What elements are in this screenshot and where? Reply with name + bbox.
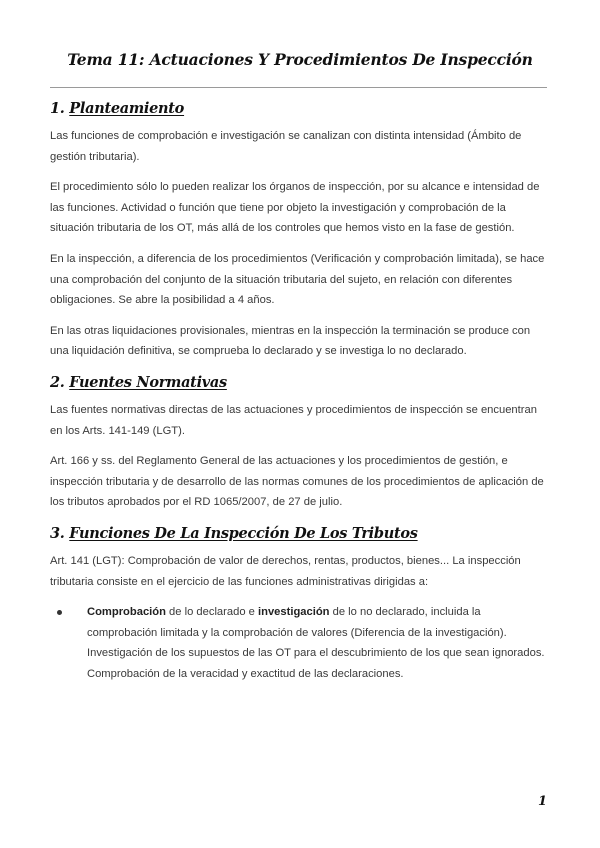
paragraph: El procedimiento sólo lo pueden realizar los órganos de inspección, por su alcance e intensidad de las funciones. Actividad o función que tiene por objeto la investigación y comprobación de la situación tributaria de los OT, más allá de los controles que hemos visto en la fase de gestión. (50, 181, 540, 235)
section-heading (50, 372, 550, 394)
bold-term: investigación (258, 606, 330, 619)
section-fuentes-normativas (50, 372, 550, 513)
document-title: Tema 11: Actuaciones Y Procedimientos De Inspección (67, 50, 533, 69)
section-heading (50, 523, 550, 545)
bullet-list (50, 602, 550, 684)
page-number: 1 (538, 794, 548, 809)
document-body (50, 98, 550, 684)
paragraph: Art. 141 (LGT): Comprobación de valor de derechos, rentas, productos, bienes... La inspección tributaria consiste en el ejercicio de las funciones administrativas dirigidas a: (50, 554, 521, 588)
section-heading (50, 98, 550, 120)
section-number: 2. (50, 373, 65, 391)
paragraph: En las otras liquidaciones provisionales, mientras en la inspección la terminación se produce con una liquidación definitiva, se comprueba lo declarado y se investiga lo no declarado. (50, 324, 531, 358)
list-item (50, 602, 550, 684)
paragraph: Las funciones de comprobación e investigación se canalizan con distinta intensidad (Ámbito de gestión tributaria). (50, 130, 522, 163)
paragraph: Las fuentes normativas directas de las actuaciones y procedimientos de inspección se encuentran en los Arts. 141-149 (LGT). (50, 403, 537, 437)
section-heading-text: Funciones De La Inspección De Los Tributos (69, 524, 418, 542)
section-planteamiento (50, 98, 550, 362)
section-number: 1. (50, 100, 65, 117)
section-number: 3. (50, 524, 65, 542)
title-divider (50, 87, 547, 88)
bold-term: Comprobación (87, 606, 166, 619)
bullet-dot-icon (57, 610, 62, 615)
list-item-text: de lo no declarado, incluida la comprobación limitada y la comprobación de valores (Diferencia de la investigación). Investigación de los supuestos de las OT para el descubrimiento de los que sean ignorados. Comprobación de la veracidad y exactitud de las declaraciones. (87, 606, 545, 680)
section-heading-text: Planteamiento (69, 100, 185, 117)
list-item-text: de lo declarado e (165, 606, 258, 619)
paragraph: Art. 166 y ss. del Reglamento General de las actuaciones y los procedimientos de gestión, e inspección tributaria y de desarrollo de las normas comunes de los procedimientos de aplicación de los tributos aprobados por el RD 1065/2007, de 27 de julio. (50, 455, 544, 509)
section-heading-text: Fuentes Normativas (69, 373, 227, 391)
paragraph: En la inspección, a diferencia de los procedimientos (Verificación y comprobación limitada), se hace una comprobación del conjunto de la situación tributaria del sujeto, en relación con diferentes obligaciones. Se abre la posibilidad a 4 años. (50, 252, 545, 307)
section-funciones-inspeccion (50, 523, 550, 685)
